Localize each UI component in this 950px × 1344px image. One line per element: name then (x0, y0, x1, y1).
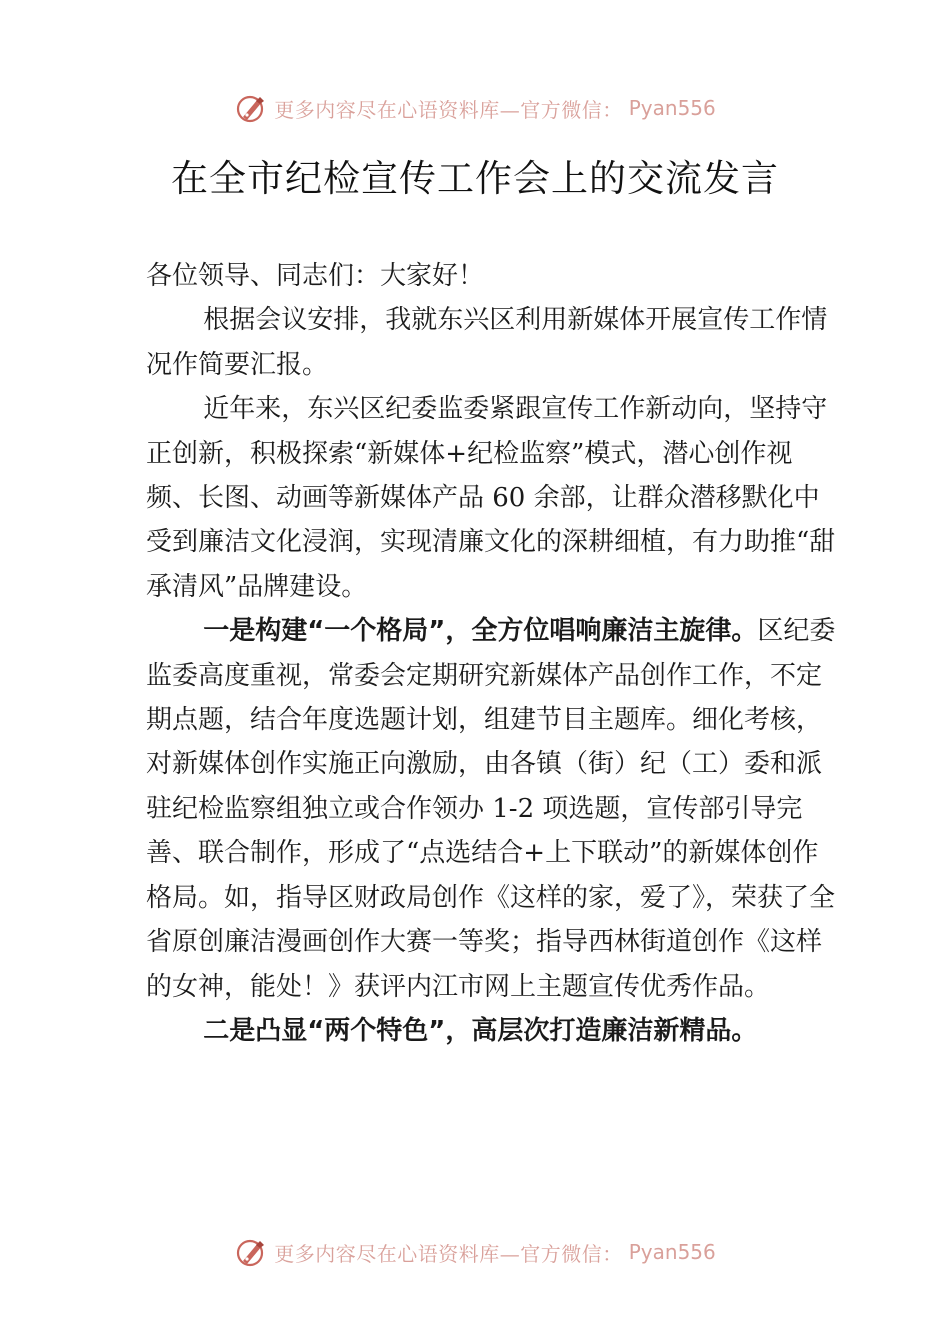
document-body (146, 254, 836, 1053)
watermark-wechat-id: Pyan556 (628, 96, 716, 120)
paragraph-intro: 根据会议安排，我就东兴区利用新媒体开展宣传工作情况作简要汇报。 (146, 305, 828, 380)
fountain-pen-logo-icon (234, 91, 268, 125)
section-1-heading: 一是构建“一个格局”，全方位唱响廉洁主旋律。 (203, 616, 758, 647)
section-1-body: 区纪委监委高度重视，常委会定期研究新媒体产品创作工作，不定期点题，结合年度选题计划，组建节目主题库。细化考核，对新媒体创作实施正向激励，由各镇（街）纪（工）委和派驻纪检监察组独立或合作领办 1-2 项选题，宣传部引导完善、联合制作，形成了“点选结合+上下联动”的新媒体创作格局。如，指导区财政局创作《这样的家，爱了》，荣获了全省原创廉洁漫画创作大赛一等奖；指导西林街道创作《这样的女神，能处！》获评内江市网上主题宣传优秀作品。 (146, 616, 836, 1002)
watermark-text: 更多内容尽在心语资料库—官方微信： (274, 1241, 623, 1266)
watermark-header (0, 88, 950, 128)
section-2-heading: 二是凸显“两个特色”，高层次打造廉洁新精品。 (203, 1015, 758, 1046)
watermark-wechat-id: Pyan556 (628, 1240, 716, 1264)
greeting: 各位领导、同志们：大家好！ (146, 261, 485, 291)
section-1 (146, 609, 836, 1009)
watermark-text: 更多内容尽在心语资料库—官方微信： (274, 97, 623, 122)
watermark-footer (0, 1232, 950, 1272)
paragraph-overview: 近年来，东兴区纪委监委紧跟宣传工作新动向，坚持守正创新，积极探索“新媒体+纪检监察”模式，潜心创作视频、长图、动画等新媒体产品 60 余部，让群众潜移默化中受到廉洁文化浸润，实现清廉文化的深耕细植，有力助推“甜承清风”品牌建设。 (146, 394, 836, 602)
fountain-pen-logo-icon (234, 1235, 268, 1269)
document-title: 在全市纪检宣传工作会上的交流发言 (171, 157, 779, 200)
